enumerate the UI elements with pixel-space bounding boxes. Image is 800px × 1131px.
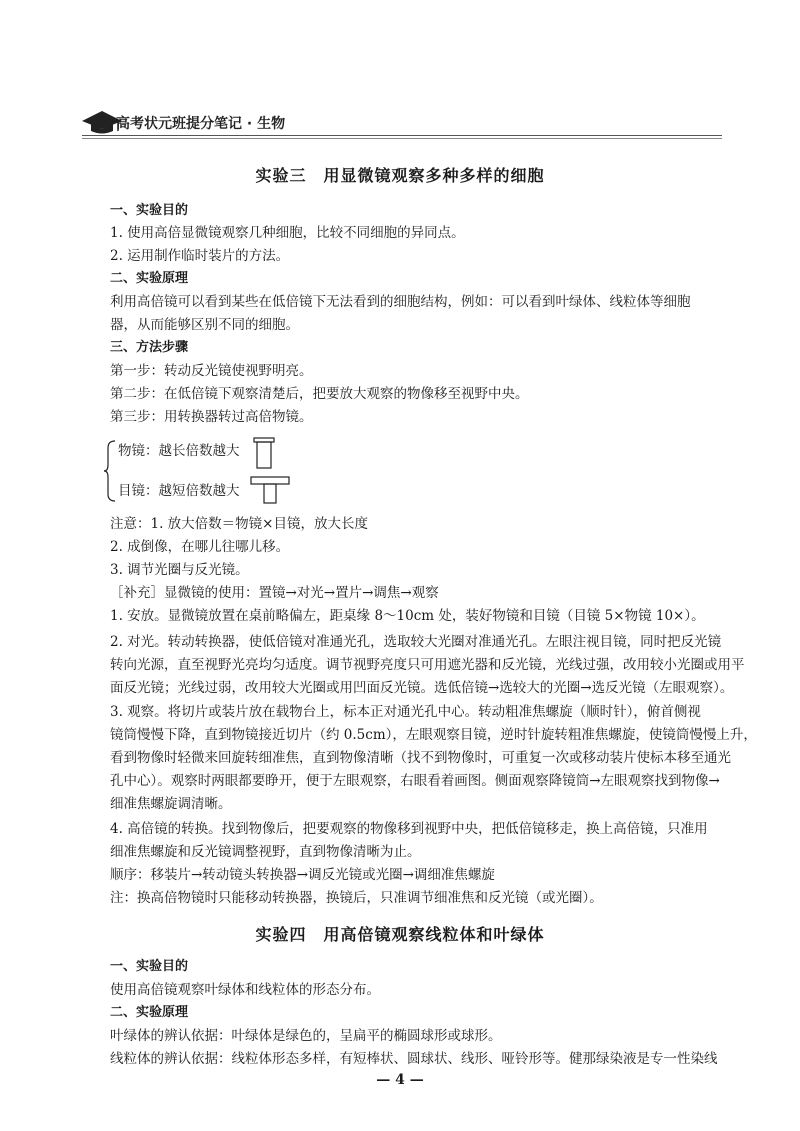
- exp4-s2-line: 线粒体的辨认依据：线粒体形态多样，有短棒状、圆球状、线形、哑铃形等。健那绿染液是专一性染线: [110, 1051, 718, 1067]
- note-line: 2. 成倒像，在哪儿往哪儿移。: [110, 539, 290, 555]
- procedure-line: 面反光镜；光线过弱，改用较大光圈或用凹面反光镜。选低倍镜→选较大的光圈→选反光镜（左眼观察）。: [110, 680, 734, 696]
- eyepiece-lens-icon: [250, 476, 290, 504]
- exp3-s2-line: 器，从而能够区别不同的细胞。: [110, 317, 299, 333]
- procedure-line: 2. 对光。转动转换器，使低倍镜对准通光孔，选取较大光圈对准通光孔。左眼注视目镜，同时把反光镜: [110, 634, 722, 650]
- procedure-line: 镜筒慢慢下降，直到物镜接近切片（约 0.5cm），左眼观察目镜，逆时针旋转粗准焦螺旋，使镜筒慢慢上升，: [110, 727, 757, 743]
- procedure-line: 细准焦螺旋和反光镜调整视野，直到物像清晰为止。: [110, 844, 421, 860]
- exp3-s1-item: 1. 使用高倍显微镜观察几种细胞，比较不同细胞的异同点。: [110, 225, 465, 241]
- exp3-title: 实验三 用显微镜观察多种多样的细胞: [255, 166, 545, 185]
- lens-eyepiece-label: 目镜：越短倍数越大: [118, 483, 240, 499]
- exp3-s1-item: 2. 运用制作临时装片的方法。: [110, 248, 290, 264]
- exp3-step: 第二步：在低倍镜下观察清楚后，把要放大观察的物像移至视野中央。: [110, 386, 529, 402]
- note-line: 3. 调节光圈与反光镜。: [110, 562, 249, 578]
- exp3-step: 第三步：用转换器转过高倍物镜。: [110, 409, 313, 425]
- exp4-s1-heading: 一、实验目的: [110, 959, 189, 974]
- procedure-line: 转向光源，直至视野光亮均匀适度。调节视野亮度只可用遮光器和反光镜，光线过强，改用较小光圈或用平: [110, 657, 745, 673]
- exp3-step: 第一步：转动反光镜使视野明亮。: [110, 363, 313, 379]
- header-rule-secondary: [82, 138, 722, 139]
- exp4-s2-line: 叶绿体的辨认依据：叶绿体是绿色的，呈扁平的椭圆球形或球形。: [110, 1028, 502, 1044]
- procedure-line: 看到物像时轻微来回旋转细准焦，直到物像清晰（找不到物像时，可重复一次或移动装片使标本移至通光: [110, 750, 731, 766]
- exp4-s1-text: 使用高倍镜观察叶绿体和线粒体的形态分布。: [110, 982, 380, 998]
- page-header: [82, 105, 722, 145]
- note2-line: 注：换高倍物镜时只能移动转换器，换镜后，只准调节细准焦和反光镜（或光圈）。: [110, 890, 603, 906]
- objective-lens-icon: [252, 437, 276, 469]
- exp3-s3-heading: 三、方法步骤: [110, 340, 189, 355]
- procedure-line: 4. 高倍镜的转换。找到物像后，把要观察的物像移到视野中央，把低倍镜移走，换上高倍镜，只准用: [110, 821, 708, 837]
- page-number: — 4 —: [376, 1072, 424, 1088]
- exp4-s2-heading: 二、实验原理: [110, 1005, 189, 1020]
- supplement-line: ［补充］显微镜的使用：置镜→对光→置片→调焦→观察: [110, 585, 439, 601]
- brace-icon: [104, 440, 116, 502]
- procedure-line: 3. 观察。将切片或装片放在载物台上，标本正对通光孔中心。转动粗准焦螺旋（顺时针），俯首侧视: [110, 704, 701, 720]
- procedure-line: 细准焦螺旋调清晰。: [110, 796, 232, 812]
- procedure-line: 1. 安放。显微镜放置在桌前略偏左，距桌缘 8～10cm 处，装好物镜和目镜（目镜 5×物镜 10×）。: [110, 608, 705, 624]
- exp3-s1-heading: 一、实验目的: [110, 203, 189, 218]
- note-line: 注意：1. 放大倍数＝物镜×目镜，放大长度: [110, 516, 368, 532]
- exp3-s2-line: 利用高倍镜可以看到某些在低倍镜下无法看到的细胞结构，例如：可以看到叶绿体、线粒体等细胞: [110, 294, 691, 310]
- exp3-s2-heading: 二、实验原理: [110, 271, 189, 286]
- header-rule: [82, 135, 722, 136]
- order-line: 顺序：移装片→转动镜头转换器→调反光镜或光圈→调细准焦螺旋: [110, 867, 495, 883]
- lens-objective-label: 物镜：越长倍数越大: [118, 443, 240, 459]
- procedure-line: 孔中心）。观察时两眼都要睁开，便于左眼观察，右眼看着画图。侧面观察降镜筒→左眼观察找到物像→: [110, 773, 720, 789]
- exp4-title: 实验四 用高倍镜观察线粒体和叶绿体: [255, 925, 545, 944]
- header-title: 高考状元班提分笔记 · 生物: [116, 116, 286, 132]
